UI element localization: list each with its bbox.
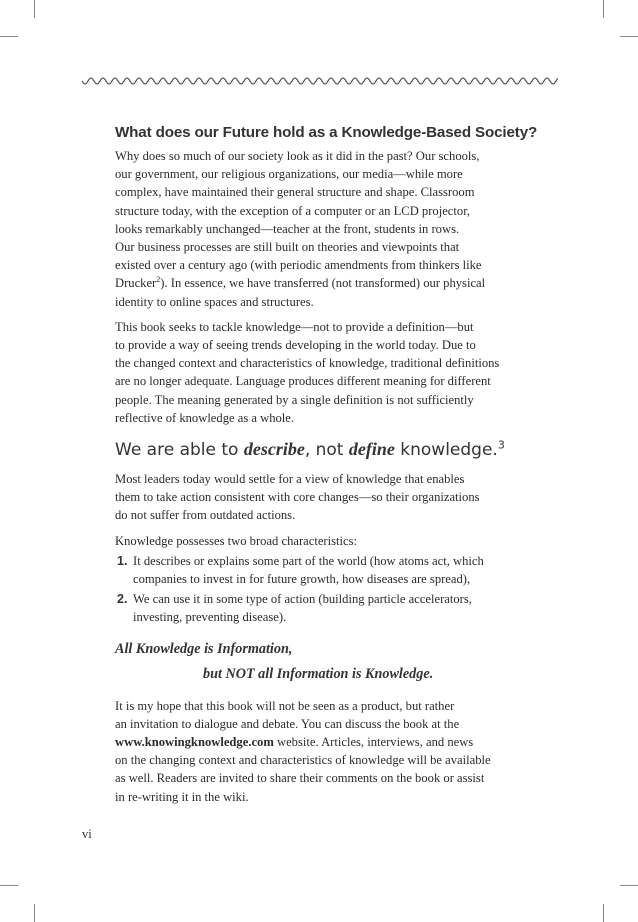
crop-mark <box>620 885 638 886</box>
pull-quote-line-2: but NOT all Information is Knowledge. <box>203 665 434 682</box>
website-link[interactable]: www.knowingknowledge.com <box>115 735 274 750</box>
crop-mark <box>603 904 604 922</box>
list-item: 2. We can use it in some type of action (building particle accelerators, investing, preventing disease). <box>117 592 472 625</box>
list-number: 2. <box>117 592 128 607</box>
paragraph: Most leaders today would settle for a view of knowledge that enables them to take action consistent with core changes—so their organizations do not suffer from outdated actions. <box>115 472 480 523</box>
crop-mark <box>620 36 638 37</box>
crop-mark <box>0 885 18 886</box>
wavy-divider <box>82 74 558 88</box>
crop-mark <box>34 0 35 18</box>
crop-mark <box>603 0 604 18</box>
numbered-list <box>115 552 525 627</box>
subheading: We are able to describe, not define knowledge.$^3$ <box>115 438 505 461</box>
pull-quote-line-1: All Knowledge is Information, <box>115 640 293 657</box>
list-number: 1. <box>117 553 128 568</box>
page-content <box>115 124 538 813</box>
crop-mark <box>0 36 18 37</box>
paragraph: It is my hope that this book will not be seen as a product, but rather an invitation to dialogue and debate. You can discuss the book at the www.knowingknowledge.com website. Articles, interviews, and news on the changing context and characteristics of knowledge will be available as well. Readers are invited to share their comments on the book or assist in re-writing it in the wiki. <box>115 698 491 804</box>
paragraph: Why does so much of our society look as it did in the past? Our schools, our government, our religious organizations, our media—while more complex, have maintained their general structure and shape. Classroom structure today, with the exception of a computer or an LCD projector, looks remarkably unchanged—teacher at the front, students in rows. Our business processes are still built on theories and viewpoints that existed over a century ago (with periodic amendments from thinkers like Drucker$^2$). In essence, we have transferred (not transformed) our physical identity to online spaces and structures. <box>115 149 486 309</box>
list-item: 1. It describes or explains some part of the world (how atoms act, which companies to invest in for future growth, how diseases are spread), <box>117 553 484 587</box>
footnote-ref: 2 <box>156 275 161 285</box>
crop-mark <box>34 904 35 922</box>
footnote-ref: 3 <box>497 438 505 452</box>
paragraph: This book seeks to tackle knowledge—not to provide a definition—but to provide a way of seeing trends developing in the world today. Due to the changed context and characteristics of knowledge, traditional definitions are no longer adequate. Language produces different meaning for different people. The meaning generated by a single definition is not sufficiently reflective of knowledge as a whole. <box>115 319 500 425</box>
page-number: vi <box>82 827 92 841</box>
section-heading: What does our Future hold as a Knowledge-Based Society? <box>115 124 538 141</box>
paragraph: Knowledge possesses two broad characteristics: <box>115 533 358 548</box>
